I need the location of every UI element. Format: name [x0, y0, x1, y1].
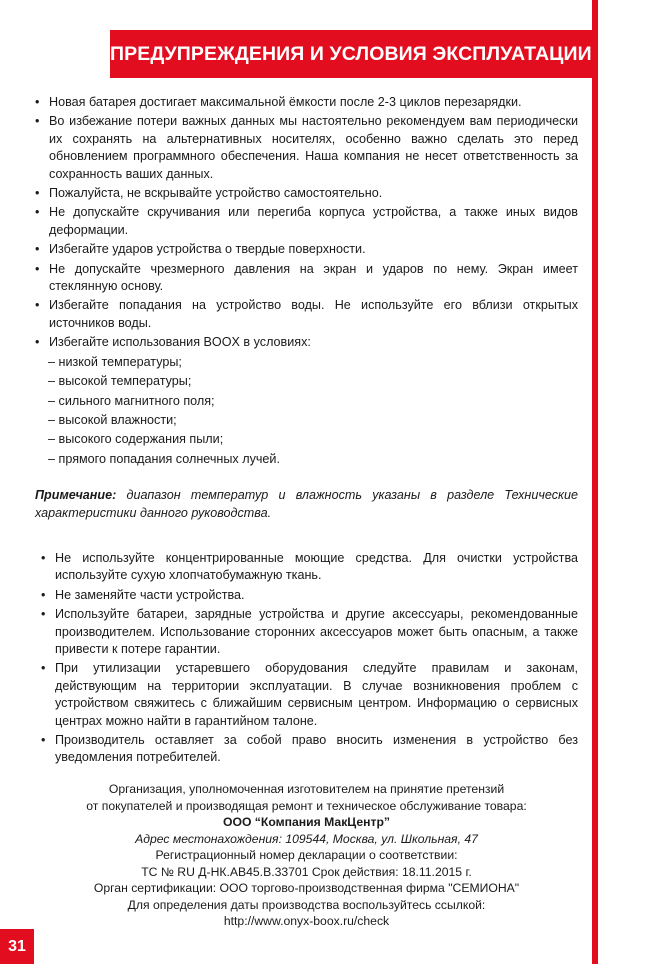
- bullet-icon: •: [35, 95, 40, 109]
- condition-item: – высокой температуры;: [48, 374, 192, 389]
- list-item: • Пожалуйста, не вскрывайте устройство самостоятельно.: [35, 185, 578, 202]
- note-paragraph: [35, 487, 578, 522]
- bullet-icon: •: [41, 661, 46, 676]
- page-number: 31: [0, 929, 34, 964]
- bullet-icon: •: [41, 733, 46, 747]
- bullet-icon: •: [35, 298, 40, 313]
- organization-name: ООО “Компания МакЦентр”: [222, 815, 391, 829]
- bullet-icon: •: [35, 114, 40, 129]
- footer-line: Организация, уполномоченная изготовителем на принятие претензий: [108, 782, 505, 796]
- bullet-icon: •: [41, 607, 46, 622]
- list-item: • Не допускайте чрезмерного давления на экран и ударов по нему. Экран имеет стеклянную основу.: [35, 261, 578, 294]
- dash-icon: –: [48, 412, 56, 427]
- footer-line: Для определения даты производства воспользуйтесь ссылкой:: [127, 897, 486, 912]
- condition-item: – прямого попадания солнечных лучей.: [48, 451, 280, 466]
- certification-body: Орган сертификации: ООО торгово-производственная фирма "СЕМИОНА": [93, 881, 520, 895]
- list-item: • Не допускайте скручивания или перегиба корпуса устройства, а также иных видов деформации.: [35, 205, 578, 237]
- list-item: • Производитель оставляет за собой право вносить изменения в устройство без уведомления потребителей.: [41, 733, 578, 765]
- warnings-list-2: [35, 550, 578, 767]
- list-item: • Во избежание потери важных данных мы настоятельно рекомендуем вам периодически их сохранять на альтернативных носителях, особенно важно сделать это перед обновлением программного обеспечения. Наша компания не несет ответственность за сохранность ваших данных.: [35, 114, 578, 181]
- bullet-icon: •: [41, 587, 46, 602]
- bullet-icon: •: [35, 242, 40, 257]
- bullet-icon: •: [35, 205, 40, 220]
- dash-icon: –: [48, 451, 56, 466]
- list-item: • Не используйте концентрированные моющие средства. Для очистки устройства используйте сухую хлопчатобумажную ткань.: [41, 550, 578, 583]
- dash-icon: –: [48, 432, 56, 447]
- bullet-icon: •: [41, 550, 46, 565]
- dash-icon: –: [48, 374, 56, 389]
- list-item: • Избегайте использования BOOX в условиях:: [35, 334, 578, 351]
- bullet-icon: •: [35, 186, 40, 201]
- dash-icon: –: [48, 393, 56, 408]
- warnings-content: [35, 94, 578, 769]
- red-side-rule: [592, 0, 598, 964]
- dash-icon: –: [48, 354, 56, 369]
- page-title: ПРЕДУПРЕЖДЕНИЯ И УСЛОВИЯ ЭКСПЛУАТАЦИИ: [110, 30, 592, 78]
- footer-line: Регистрационный номер декларации о соответствии:: [155, 848, 458, 862]
- note-label: Примечание:: [35, 488, 117, 503]
- list-item: • Избегайте ударов устройства о твердые поверхности.: [35, 241, 578, 258]
- condition-item: – низкой температуры;: [48, 354, 182, 369]
- condition-item: – высокого содержания пыли;: [48, 432, 224, 447]
- list-item: • Используйте батареи, зарядные устройства и другие аксессуары, рекомендованные производителем. Использование сторонних аксессуаров может быть опасным, а также привести к потере гарантии.: [41, 607, 578, 656]
- note-text: диапазон температур и влажность указаны в разделе Технические характеристики данного руководства.: [35, 488, 578, 520]
- list-item: • Избегайте попадания на устройство воды. Не используйте его вблизи открытых источников воды.: [35, 298, 578, 330]
- condition-item: – сильного магнитного поля;: [48, 393, 215, 408]
- service-info: [35, 781, 578, 930]
- list-item: • Не заменяйте части устройства.: [41, 587, 578, 604]
- footer-line: от покупателей и производящая ремонт и техническое обслуживание товара:: [86, 798, 527, 813]
- organization-address: Адрес местонахождения: 109544, Москва, ул. Школьная, 47: [135, 831, 478, 846]
- registration-number: ТС № RU Д-НК.АВ45.В.33701 Срок действия: 18.11.2015 г.: [141, 864, 472, 879]
- bullet-icon: •: [35, 261, 40, 276]
- list-item: • Новая батарея достигает максимальной ёмкости после 2-3 циклов перезарядки.: [35, 94, 578, 111]
- list-item: • При утилизации устаревшего оборудования следуйте правилам и законам, действующим на территории эксплуатации. В случае возникновения проблем с устройством свяжитесь с ближайшим сервисным центром. Информацию о сервисных центрах можно найти в гарантийном талоне.: [41, 661, 578, 728]
- check-url: http://www.onyx-boox.ru/check: [223, 914, 390, 928]
- condition-item: – высокой влажности;: [48, 412, 177, 427]
- bullet-icon: •: [35, 335, 40, 350]
